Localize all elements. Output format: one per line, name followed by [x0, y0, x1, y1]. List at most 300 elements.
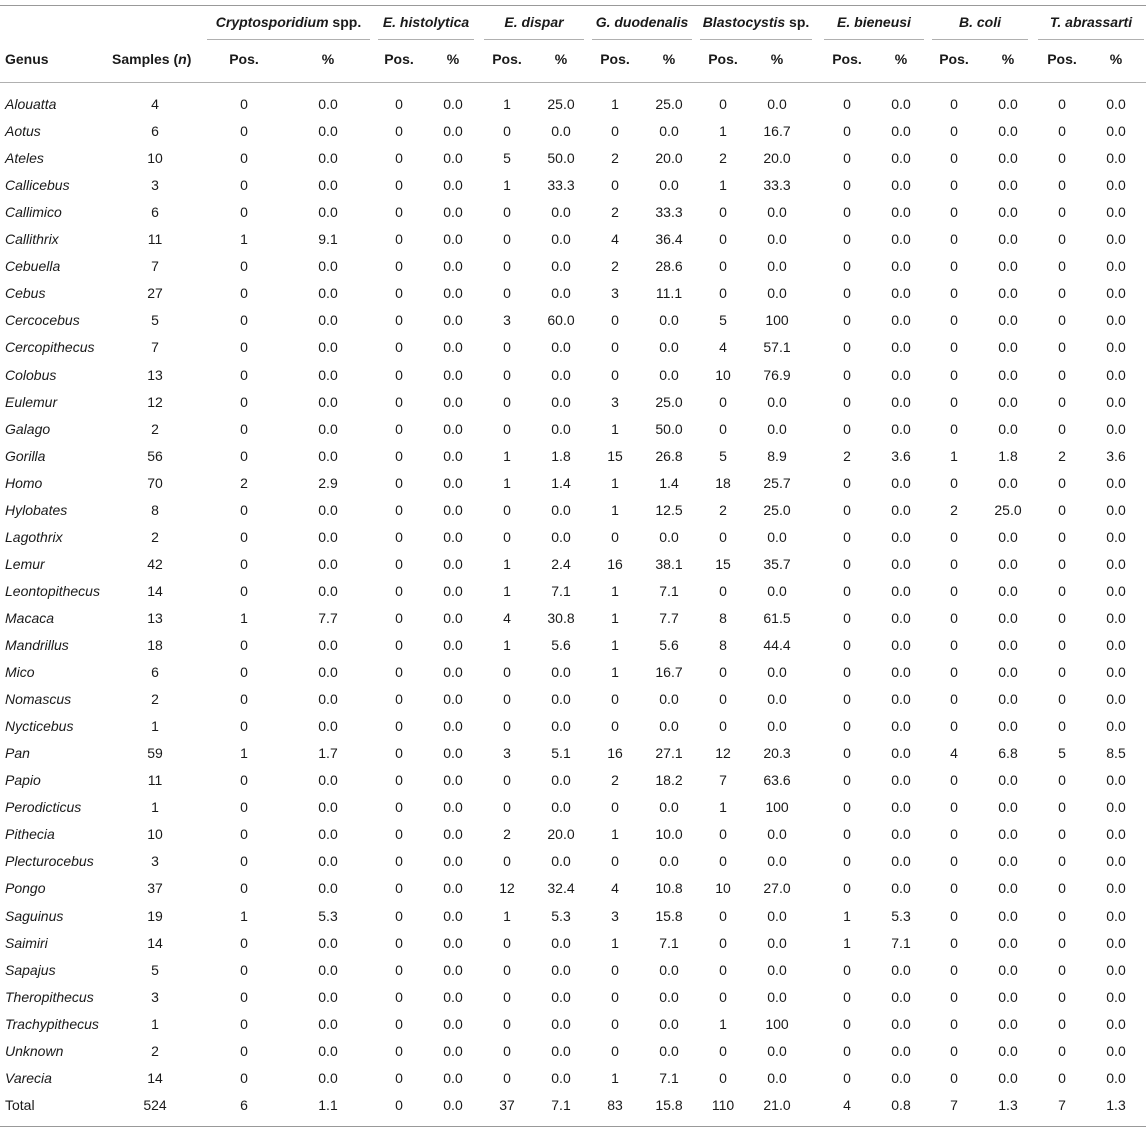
pos-cell: 0	[1058, 339, 1066, 356]
pos-cell: 1	[503, 474, 511, 491]
samples-cell: 11	[147, 772, 163, 789]
pos-cell: 0	[395, 528, 403, 545]
pct-cell: 0.0	[318, 420, 338, 437]
pct-cell: 0.0	[551, 1042, 571, 1059]
pos-cell: 0	[395, 312, 403, 329]
pct-cell: 0.0	[551, 393, 571, 410]
pos-cell: 0	[240, 1069, 248, 1086]
pos-cell: 0	[843, 880, 851, 897]
table-row	[0, 333, 1146, 360]
pct-cell: 0.0	[998, 826, 1018, 843]
pos-cell: 0	[843, 204, 851, 221]
pos-cell: 0	[503, 934, 511, 951]
pos-cell: 1	[611, 474, 619, 491]
pos-cell: 15	[607, 447, 623, 464]
pos-cell: 2	[240, 474, 248, 491]
pct-cell: 0.0	[998, 420, 1018, 437]
table-row	[0, 658, 1146, 685]
genus-cell: Pithecia	[5, 826, 55, 843]
pct-cell: 0.0	[1106, 150, 1126, 167]
pct-cell: 0.8	[891, 1096, 911, 1113]
pos-cell: 4	[503, 609, 511, 626]
pct-cell: 0.0	[767, 961, 787, 978]
pct-cell: 0.0	[891, 366, 911, 383]
pct-cell: 15.8	[655, 907, 683, 924]
pos-cell: 0	[503, 799, 511, 816]
pos-cell: 0	[240, 150, 248, 167]
pos-cell: 0	[395, 366, 403, 383]
genus-cell: Varecia	[5, 1069, 52, 1086]
genus-cell: Leontopithecus	[5, 582, 100, 599]
pct-cell: 0.0	[891, 961, 911, 978]
pos-cell: 0	[1058, 204, 1066, 221]
pos-cell: 0	[950, 420, 958, 437]
pos-cell: 0	[843, 1069, 851, 1086]
group-header-underline	[1038, 39, 1144, 40]
pos-cell: 0	[950, 177, 958, 194]
pct-cell: 0.0	[659, 528, 679, 545]
pct-cell: 0.0	[443, 718, 463, 735]
pct-cell: 0.0	[443, 177, 463, 194]
pct-cell: 0.0	[551, 853, 571, 870]
group-header-underline	[700, 39, 812, 40]
pos-cell: 4	[843, 1096, 851, 1113]
pos-cell: 0	[950, 609, 958, 626]
pos-cell: 0	[240, 339, 248, 356]
pct-cell: 20.0	[547, 826, 575, 843]
pos-cell: 1	[719, 123, 727, 140]
pct-cell: 0.0	[443, 880, 463, 897]
samples-cell: 42	[147, 555, 163, 572]
group-header-name: E. histolytica	[382, 14, 470, 30]
pct-cell: 0.0	[443, 853, 463, 870]
pct-cell: 0.0	[443, 339, 463, 356]
pos-cell: 0	[1058, 528, 1066, 545]
pos-cell: 0	[395, 285, 403, 302]
pct-cell: 0.0	[443, 637, 463, 653]
pct-cell: 0.0	[891, 231, 911, 248]
pos-cell: 8	[719, 637, 727, 653]
group-header-name: E. bieneusi	[837, 14, 911, 30]
pos-cell: 0	[950, 718, 958, 735]
pct-cell: 0.0	[443, 961, 463, 978]
pos-cell: 0	[1058, 637, 1066, 653]
total-row	[0, 1091, 1146, 1118]
pct-cell: 0.0	[998, 1069, 1018, 1086]
pos-cell: 0	[1058, 826, 1066, 843]
pct-cell: 0.0	[551, 799, 571, 816]
pct-cell: 1.3	[998, 1096, 1018, 1113]
pct-cell: 0.0	[318, 501, 338, 518]
pct-cell: 0.0	[659, 1015, 679, 1032]
pos-cell: 1	[843, 907, 851, 924]
pct-cell: 0.0	[318, 582, 338, 599]
genus-cell: Mico	[5, 664, 35, 681]
pos-cell: 4	[950, 745, 958, 762]
pos-cell: 0	[395, 988, 403, 1005]
genus-cell: Trachypithecus	[5, 1015, 99, 1032]
genus-cell: Sapajus	[5, 961, 56, 978]
pct-cell: 0.0	[318, 177, 338, 194]
pos-cell: 0	[395, 96, 403, 112]
pct-cell: 0.0	[1106, 1042, 1126, 1059]
pos-cell: 0	[1058, 582, 1066, 599]
pos-cell: 1	[719, 799, 727, 816]
pos-cell: 0	[950, 123, 958, 140]
pos-cell: 4	[719, 339, 727, 356]
pct-cell: 0.0	[998, 258, 1018, 275]
pos-cell: 0	[240, 1015, 248, 1032]
samples-cell: 56	[147, 447, 163, 464]
pct-cell: 0.0	[659, 961, 679, 978]
pos-cell: 2	[611, 204, 619, 221]
pct-cell: 0.0	[998, 907, 1018, 924]
table-row	[0, 902, 1146, 929]
pos-cell: 0	[843, 745, 851, 762]
pos-cell: 0	[843, 1015, 851, 1032]
pos-cell: 4	[611, 880, 619, 897]
pct-cell: 0.0	[551, 528, 571, 545]
pct-cell: 1.4	[659, 474, 679, 491]
pos-cell: 0	[843, 366, 851, 383]
pct-cell: 0.0	[998, 555, 1018, 572]
pos-cell: 18	[715, 474, 731, 491]
pos-cell: 0	[719, 420, 727, 437]
genus-cell: Homo	[5, 474, 43, 491]
pos-cell: 0	[395, 826, 403, 843]
pos-cell: 0	[395, 393, 403, 410]
pct-cell: 0.0	[891, 204, 911, 221]
pct-cell: 0.0	[1106, 1015, 1126, 1032]
pct-cell: 5.3	[318, 907, 338, 924]
pos-cell: 1	[719, 177, 727, 194]
pct-cell: 0.0	[443, 582, 463, 599]
pos-cell: 0	[503, 853, 511, 870]
group-header-suffix: sp.	[785, 14, 810, 30]
pct-cell: 0.0	[1106, 312, 1126, 329]
pct-cell: 0.0	[318, 934, 338, 951]
samples-cell: 2	[151, 1042, 159, 1059]
genus-cell: Colobus	[5, 366, 57, 383]
pos-cell: 0	[1058, 393, 1066, 410]
group-header-underline	[824, 39, 924, 40]
pos-cell: 0	[843, 555, 851, 572]
pos-cell: 0	[950, 961, 958, 978]
pct-cell: 0.0	[998, 609, 1018, 626]
pct-cell: 63.6	[763, 772, 791, 789]
pct-cell: 20.3	[763, 745, 791, 762]
pos-cell: 0	[395, 907, 403, 924]
samples-cell: 1	[151, 1015, 159, 1032]
pct-cell: 0.0	[998, 393, 1018, 410]
pos-cell: 0	[1058, 177, 1066, 194]
pct-cell: 0.0	[998, 961, 1018, 978]
table-row	[0, 144, 1146, 171]
genus-column-header: Genus	[5, 51, 49, 67]
pct-cell: 50.0	[655, 420, 683, 437]
pct-cell: 20.0	[655, 150, 683, 167]
pos-cell: 2	[1058, 447, 1066, 464]
pos-cell: 0	[240, 664, 248, 681]
table-top-rule	[0, 5, 1146, 6]
pct-cell: 0.0	[1106, 96, 1126, 112]
pct-cell: 0.0	[998, 339, 1018, 356]
pos-cell: 0	[950, 934, 958, 951]
pct-cell: 0.0	[318, 258, 338, 275]
pct-cell: 0.0	[998, 582, 1018, 599]
table-row	[0, 388, 1146, 415]
pos-cell: 0	[395, 123, 403, 140]
pct-cell: 0.0	[443, 664, 463, 681]
samples-cell: 2	[151, 420, 159, 437]
pos-cell: 0	[611, 691, 619, 708]
pos-cell: 83	[607, 1096, 623, 1113]
pct-cell: 0.0	[767, 582, 787, 599]
pct-cell: 0.0	[891, 1069, 911, 1086]
pct-cell: 3.6	[1106, 447, 1126, 464]
pct-cell: 0.0	[443, 501, 463, 518]
pos-cell: 0	[395, 204, 403, 221]
genus-cell: Callicebus	[5, 177, 70, 194]
pct-cell: 0.0	[891, 1015, 911, 1032]
pos-cell: 0	[1058, 772, 1066, 789]
pos-cell: 0	[843, 528, 851, 545]
pos-cell: 0	[240, 528, 248, 545]
pos-cell: 1	[240, 231, 248, 248]
pct-cell: 50.0	[547, 150, 575, 167]
table-row	[0, 766, 1146, 793]
pct-cell: 11.1	[655, 285, 683, 302]
pct-cell: 0.0	[998, 204, 1018, 221]
pos-cell: 0	[503, 204, 511, 221]
pos-column-header: Pos.	[1047, 51, 1077, 67]
pos-column-header: Pos.	[832, 51, 862, 67]
genus-cell: Mandrillus	[5, 637, 69, 653]
group-header	[822, 14, 926, 34]
pos-cell: 5	[719, 312, 727, 329]
pct-cell: 0.0	[659, 799, 679, 816]
pos-cell: 0	[843, 258, 851, 275]
pos-cell: 0	[240, 312, 248, 329]
pct-cell: 0.0	[1106, 393, 1126, 410]
pct-cell: 0.0	[998, 853, 1018, 870]
pos-cell: 0	[611, 1015, 619, 1032]
pos-cell: 1	[503, 447, 511, 464]
genus-cell: Alouatta	[5, 96, 57, 112]
pos-cell: 1	[503, 907, 511, 924]
group-header-name: B. coli	[958, 14, 1001, 30]
pos-cell: 0	[395, 177, 403, 194]
pos-cell: 0	[395, 934, 403, 951]
pos-cell: 0	[950, 880, 958, 897]
pct-column-header: %	[554, 51, 568, 67]
samples-cell: 70	[147, 474, 163, 491]
pos-cell: 0	[395, 664, 403, 681]
table-row	[0, 306, 1146, 333]
pos-cell: 0	[719, 961, 727, 978]
pct-cell: 0.0	[891, 799, 911, 816]
pos-cell: 1	[611, 637, 619, 653]
pct-cell: 0.0	[443, 312, 463, 329]
pct-cell: 0.0	[998, 366, 1018, 383]
pct-cell: 0.0	[891, 420, 911, 437]
samples-cell: 3	[151, 177, 159, 194]
table-bottom-rule	[0, 1126, 1146, 1127]
pct-cell: 0.0	[443, 907, 463, 924]
pct-cell: 0.0	[1106, 988, 1126, 1005]
pct-cell: 0.0	[551, 204, 571, 221]
pct-cell: 0.0	[318, 555, 338, 572]
pos-cell: 0	[503, 1042, 511, 1059]
pct-cell: 0.0	[318, 123, 338, 140]
pos-column-header: Pos.	[492, 51, 522, 67]
samples-cell: 1	[151, 718, 159, 735]
pos-cell: 2	[719, 150, 727, 167]
group-header	[205, 14, 372, 34]
pct-cell: 0.0	[998, 96, 1018, 112]
pos-cell: 0	[1058, 285, 1066, 302]
pct-cell: 25.0	[763, 501, 791, 518]
pos-cell: 0	[950, 582, 958, 599]
pct-cell: 0.0	[443, 204, 463, 221]
pos-cell: 0	[719, 826, 727, 843]
pos-cell: 0	[611, 312, 619, 329]
pos-cell: 0	[719, 393, 727, 410]
pos-cell: 6	[240, 1096, 248, 1113]
pos-cell: 0	[950, 96, 958, 112]
pct-cell: 0.0	[443, 826, 463, 843]
pct-cell: 0.0	[318, 880, 338, 897]
pct-cell: 0.0	[998, 799, 1018, 816]
pct-cell: 0.0	[443, 745, 463, 762]
pos-column-header: Pos.	[229, 51, 259, 67]
samples-cell: 12	[147, 393, 163, 410]
pos-column-header: Pos.	[939, 51, 969, 67]
pos-cell: 0	[719, 528, 727, 545]
group-header	[590, 14, 694, 34]
pct-cell: 0.0	[767, 1042, 787, 1059]
pos-cell: 0	[395, 961, 403, 978]
pct-cell: 0.0	[1106, 961, 1126, 978]
genus-cell: Cebus	[5, 285, 46, 302]
pct-cell: 0.0	[443, 420, 463, 437]
pos-cell: 15	[715, 555, 731, 572]
pos-cell: 0	[950, 366, 958, 383]
pos-cell: 1	[503, 96, 511, 112]
pct-cell: 0.0	[891, 880, 911, 897]
pos-column-header: Pos.	[708, 51, 738, 67]
samples-cell: 3	[151, 988, 159, 1005]
pct-cell: 33.3	[655, 204, 683, 221]
samples-cell: 5	[151, 961, 159, 978]
pos-cell: 8	[719, 609, 727, 626]
table-row	[0, 1010, 1146, 1037]
pct-cell: 44.4	[763, 637, 791, 653]
genus-cell: Saimiri	[5, 934, 48, 951]
pct-cell: 0.0	[318, 1069, 338, 1086]
genus-cell: Nomascus	[5, 691, 72, 708]
pct-cell: 0.0	[318, 447, 338, 464]
pos-cell: 0	[503, 366, 511, 383]
pct-cell: 0.0	[318, 339, 338, 356]
pos-cell: 0	[611, 1042, 619, 1059]
pct-cell: 0.0	[318, 1015, 338, 1032]
pos-cell: 0	[503, 420, 511, 437]
pct-cell: 0.0	[318, 1042, 338, 1059]
samples-cell: 7	[151, 339, 159, 356]
pos-cell: 0	[950, 988, 958, 1005]
pct-cell: 0.0	[318, 393, 338, 410]
pct-cell: 0.0	[318, 718, 338, 735]
pos-cell: 0	[395, 1015, 403, 1032]
pct-cell: 0.0	[891, 745, 911, 762]
pos-cell: 0	[950, 1069, 958, 1086]
pct-cell: 0.0	[1106, 474, 1126, 491]
pct-cell: 0.0	[443, 447, 463, 464]
pos-cell: 2	[503, 826, 511, 843]
pct-cell: 0.0	[1106, 718, 1126, 735]
pct-cell: 0.0	[551, 339, 571, 356]
pos-cell: 0	[240, 366, 248, 383]
pos-cell: 0	[719, 285, 727, 302]
pos-cell: 0	[1058, 1042, 1066, 1059]
pos-cell: 0	[719, 258, 727, 275]
pct-cell: 1.8	[551, 447, 571, 464]
pos-cell: 1	[611, 420, 619, 437]
pos-cell: 3	[503, 745, 511, 762]
pct-cell: 1.3	[1106, 1096, 1126, 1113]
pos-cell: 0	[503, 772, 511, 789]
pos-cell: 0	[843, 420, 851, 437]
pct-cell: 0.0	[891, 501, 911, 518]
table-row	[0, 442, 1146, 469]
pct-cell: 0.0	[659, 1042, 679, 1059]
genus-cell: Macaca	[5, 609, 55, 626]
pos-cell: 0	[719, 1042, 727, 1059]
table-row	[0, 225, 1146, 252]
pos-cell: 0	[611, 853, 619, 870]
pos-cell: 0	[395, 555, 403, 572]
samples-cell: 14	[147, 582, 163, 599]
pct-cell: 0.0	[318, 285, 338, 302]
pct-cell: 0.0	[443, 1096, 463, 1113]
pct-cell: 16.7	[763, 123, 791, 140]
pos-cell: 0	[719, 718, 727, 735]
pos-cell: 0	[395, 447, 403, 464]
pos-cell: 2	[611, 258, 619, 275]
pct-cell: 0.0	[659, 718, 679, 735]
pct-cell: 0.0	[551, 961, 571, 978]
pos-cell: 0	[240, 961, 248, 978]
pos-cell: 110	[711, 1096, 735, 1113]
pos-cell: 0	[395, 150, 403, 167]
genus-cell: Callimico	[5, 204, 62, 221]
genus-cell: Lagothrix	[5, 528, 63, 545]
pct-cell: 0.0	[891, 474, 911, 491]
table-row	[0, 847, 1146, 874]
pct-cell: 0.0	[767, 204, 787, 221]
pct-cell: 0.0	[1106, 826, 1126, 843]
samples-cell: 3	[151, 853, 159, 870]
pos-cell: 0	[950, 799, 958, 816]
pct-cell: 5.3	[891, 907, 911, 924]
pct-cell: 0.0	[551, 231, 571, 248]
pct-cell: 0.0	[551, 934, 571, 951]
pos-cell: 0	[1058, 474, 1066, 491]
pct-cell: 0.0	[767, 231, 787, 248]
pos-cell: 0	[843, 312, 851, 329]
pos-cell: 1	[843, 934, 851, 951]
